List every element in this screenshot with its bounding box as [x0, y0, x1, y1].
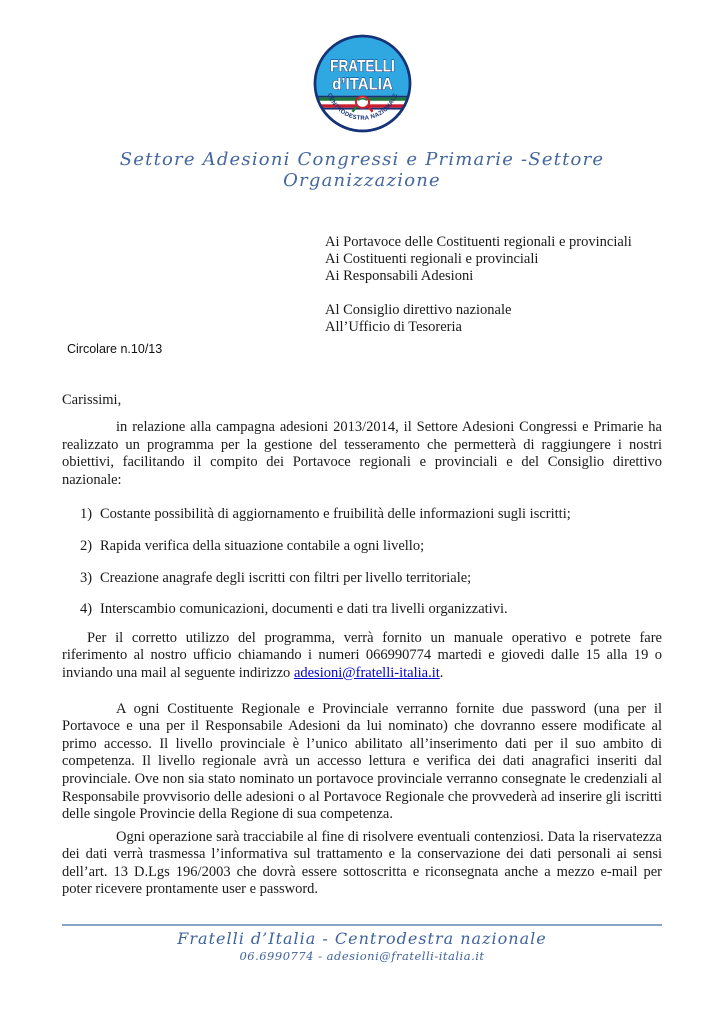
paragraph-privacy: Ogni operazione sarà tracciabile al fine di risolvere eventuali contenziosi. Data la riservatezza dei dati verrà trasmessa l’informativa sul trattamento e la conservazione dei dati personali ai sensi dell’art. 13 D.Lgs 196/2003 che dovrà essere sottoscritta e riconsegnata anche a mezzo e-mail per poter ricevere prontamente user e password.: [62, 828, 662, 898]
recipient-line: Ai Responsabili Adesioni: [325, 268, 474, 284]
footer-contact-line: 06.6990774 - adesioni@fratelli-italia.it: [239, 949, 485, 964]
department-script-title: Settore Adesioni Congressi e Primarie -Settore Organizzazione: [119, 149, 605, 191]
recipient-line: Al Consiglio direttivo nazionale: [325, 302, 512, 318]
list-item-text: Costante possibilità di aggiornamento e fruibilità delle informazioni sugli iscritti;: [100, 506, 571, 523]
list-item: [62, 506, 662, 524]
recipient-line: All’Ufficio di Tesoreria: [325, 319, 462, 335]
list-item-text: Creazione anagrafe degli iscritti con filtri per livello territoriale;: [100, 569, 472, 586]
list-item: [62, 570, 662, 588]
paragraph-support-period: .: [439, 664, 444, 681]
fratelli-italia-logo: [312, 33, 413, 134]
recipient-line: Ai Costituenti regionali e provinciali: [325, 251, 539, 267]
logo-wordmark-line1: FRATELLI: [329, 56, 395, 76]
list-item: [62, 601, 662, 619]
salutation: Carissimi,: [62, 392, 122, 408]
logo-wordmark-line2: d’ITALIA: [331, 74, 393, 94]
feature-list: [62, 506, 662, 618]
recipient-line: Ai Portavoce delle Costituenti regionali e provinciali: [325, 234, 632, 250]
logo-container: [62, 0, 662, 139]
paragraph-intro: in relazione alla campagna adesioni 2013/2014, il Settore Adesioni Congressi e Primarie ha realizzato un programma per la gestione del tesseramento che permetterà di raggiungere i nostri obiettivi, facilitando il compito dei Portavoce regionali e provinciali e del Consiglio direttivo nazionale:: [62, 419, 662, 488]
email-link[interactable]: adesioni@fratelli-italia.it: [293, 664, 440, 681]
list-item-number: 4): [80, 601, 93, 618]
recipients-spacer: [325, 285, 662, 302]
list-item-number: 1): [80, 506, 93, 523]
list-item-text: Rapida verifica della situazione contabile a ogni livello;: [100, 537, 425, 554]
footer-divider: [62, 924, 662, 926]
list-item-text: Interscambio comunicazioni, documenti e dati tra livelli organizzativi.: [100, 601, 508, 618]
paragraph-support: [62, 630, 662, 683]
list-item: [62, 538, 662, 556]
paragraph-support-text: Per il corretto utilizzo del programma, verrà fornito un manuale operativo e potrete fare riferimento al nostro ufficio chiamando i numeri 066990774 martedi e giovedi dalle 15 alla 19 o inviando una mail al seguente indirizzo: [62, 629, 662, 681]
list-item-number: 2): [80, 537, 93, 554]
recipients-block: [325, 234, 662, 336]
paragraph-passwords: A ogni Costituente Regionale e Provinciale verranno fornite due password (una per il Portavoce e una per il Responsabile Adesioni da lui nominato) che dovranno essere modificate al primo accesso. Il livello provinciale è l’unico abilitato all’inserimento dati per il suo ambito di competenza. Il livello regionale avrà un accesso lettura e verifica dei dati anagrafici inseriti dal provinciale. Ove non sia stato nominato un portavoce provinciale verranno consegnate le credenziali al Responsabile provvisorio delle adesioni o al Portavoce Regionale che provvederà ad inserire gli iscritti delle singole Provincie della Regione di sua competenza.: [62, 700, 662, 823]
circular-number: Circolare n.10/13: [67, 342, 163, 356]
footer-org-line: Fratelli d’Italia - Centrodestra nazionale: [177, 929, 547, 949]
logo-ring-text: CENTRODESTRA NAZIONALE: [325, 92, 399, 122]
list-item-number: 3): [80, 569, 93, 586]
letter-footer: [62, 924, 662, 963]
